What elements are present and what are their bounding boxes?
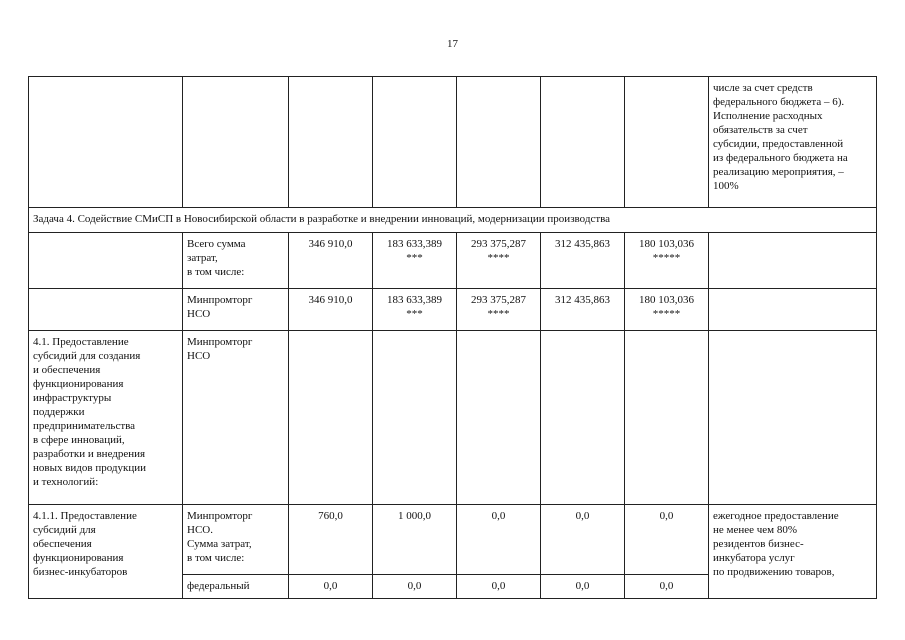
item-4-1-name: 4.1. Предоставление субсидий для создания и обеспечения функционирования инфраструктуры поддержки предпринимательства в сфере инноваций, разработки и внедрения новых видов продукции и технологий: xyxy=(29,331,183,505)
cell-empty xyxy=(373,77,457,208)
item-4-1-1-name: 4.1.1. Предоставление субсидий для обеспечения функционирования бизнес-инкубаторов xyxy=(29,505,183,599)
value-cell: 760,0 xyxy=(289,505,373,575)
value-cell: 312 435,863 xyxy=(541,233,625,289)
executor-label: Минпромторг НСО xyxy=(183,289,289,331)
cell-empty xyxy=(457,331,541,505)
cell-empty xyxy=(289,77,373,208)
task-header-row xyxy=(29,208,877,233)
cell-empty xyxy=(709,289,877,331)
item-4-1-1-outcome: ежегодное предоставление не менее чем 80% резидентов бизнес- инкубатора услуг по продвижению товаров, xyxy=(709,505,877,599)
federal-label: федеральный xyxy=(183,575,289,599)
cell-empty xyxy=(29,289,183,331)
value-cell: 183 633,389 *** xyxy=(373,289,457,331)
value-cell: 0,0 xyxy=(457,505,541,575)
table-row-totals xyxy=(29,233,877,289)
cell-empty xyxy=(183,77,289,208)
cell-empty xyxy=(541,331,625,505)
cell-empty xyxy=(457,77,541,208)
cell-empty xyxy=(709,233,877,289)
task-4-title: Задача 4. Содействие СМиСП в Новосибирской области в разработке и внедрении инноваций, модернизации производства xyxy=(29,208,877,233)
program-table xyxy=(28,76,877,599)
value-cell: 180 103,036 ***** xyxy=(625,233,709,289)
value-cell: 0,0 xyxy=(541,505,625,575)
totals-label: Всего сумма затрат, в том числе: xyxy=(183,233,289,289)
value-cell: 1 000,0 xyxy=(373,505,457,575)
item-4-1-1-executor: Минпромторг НСО. Сумма затрат, в том числе: xyxy=(183,505,289,575)
cell-empty xyxy=(29,233,183,289)
cell-empty xyxy=(373,331,457,505)
cell-empty xyxy=(289,331,373,505)
value-cell: 293 375,287 **** xyxy=(457,289,541,331)
outcome-cell: числе за счет средств федерального бюджета – 6). Исполнение расходных обязательств за счет субсидии, предоставленной из федерального бюджета на реализацию мероприятия, – 100% xyxy=(709,77,877,208)
value-cell: 180 103,036 ***** xyxy=(625,289,709,331)
cell-empty xyxy=(625,331,709,505)
value-cell: 0,0 xyxy=(373,575,457,599)
value-cell: 0,0 xyxy=(625,575,709,599)
item-4-1-executor: Минпромторг НСО xyxy=(183,331,289,505)
table-row-item-4-1-1 xyxy=(29,505,877,575)
value-cell: 312 435,863 xyxy=(541,289,625,331)
value-cell: 346 910,0 xyxy=(289,233,373,289)
value-cell: 346 910,0 xyxy=(289,289,373,331)
value-cell: 0,0 xyxy=(289,575,373,599)
table-row-minprom xyxy=(29,289,877,331)
table-row-continuation xyxy=(29,77,877,208)
value-cell: 0,0 xyxy=(457,575,541,599)
value-cell: 0,0 xyxy=(625,505,709,575)
page-number: 17 xyxy=(447,38,458,50)
cell-empty xyxy=(541,77,625,208)
cell-empty xyxy=(709,331,877,505)
cell-empty xyxy=(625,77,709,208)
value-cell: 0,0 xyxy=(541,575,625,599)
value-cell: 293 375,287 **** xyxy=(457,233,541,289)
value-cell: 183 633,389 *** xyxy=(373,233,457,289)
cell-empty xyxy=(29,77,183,208)
table-row-item-4-1 xyxy=(29,331,877,505)
